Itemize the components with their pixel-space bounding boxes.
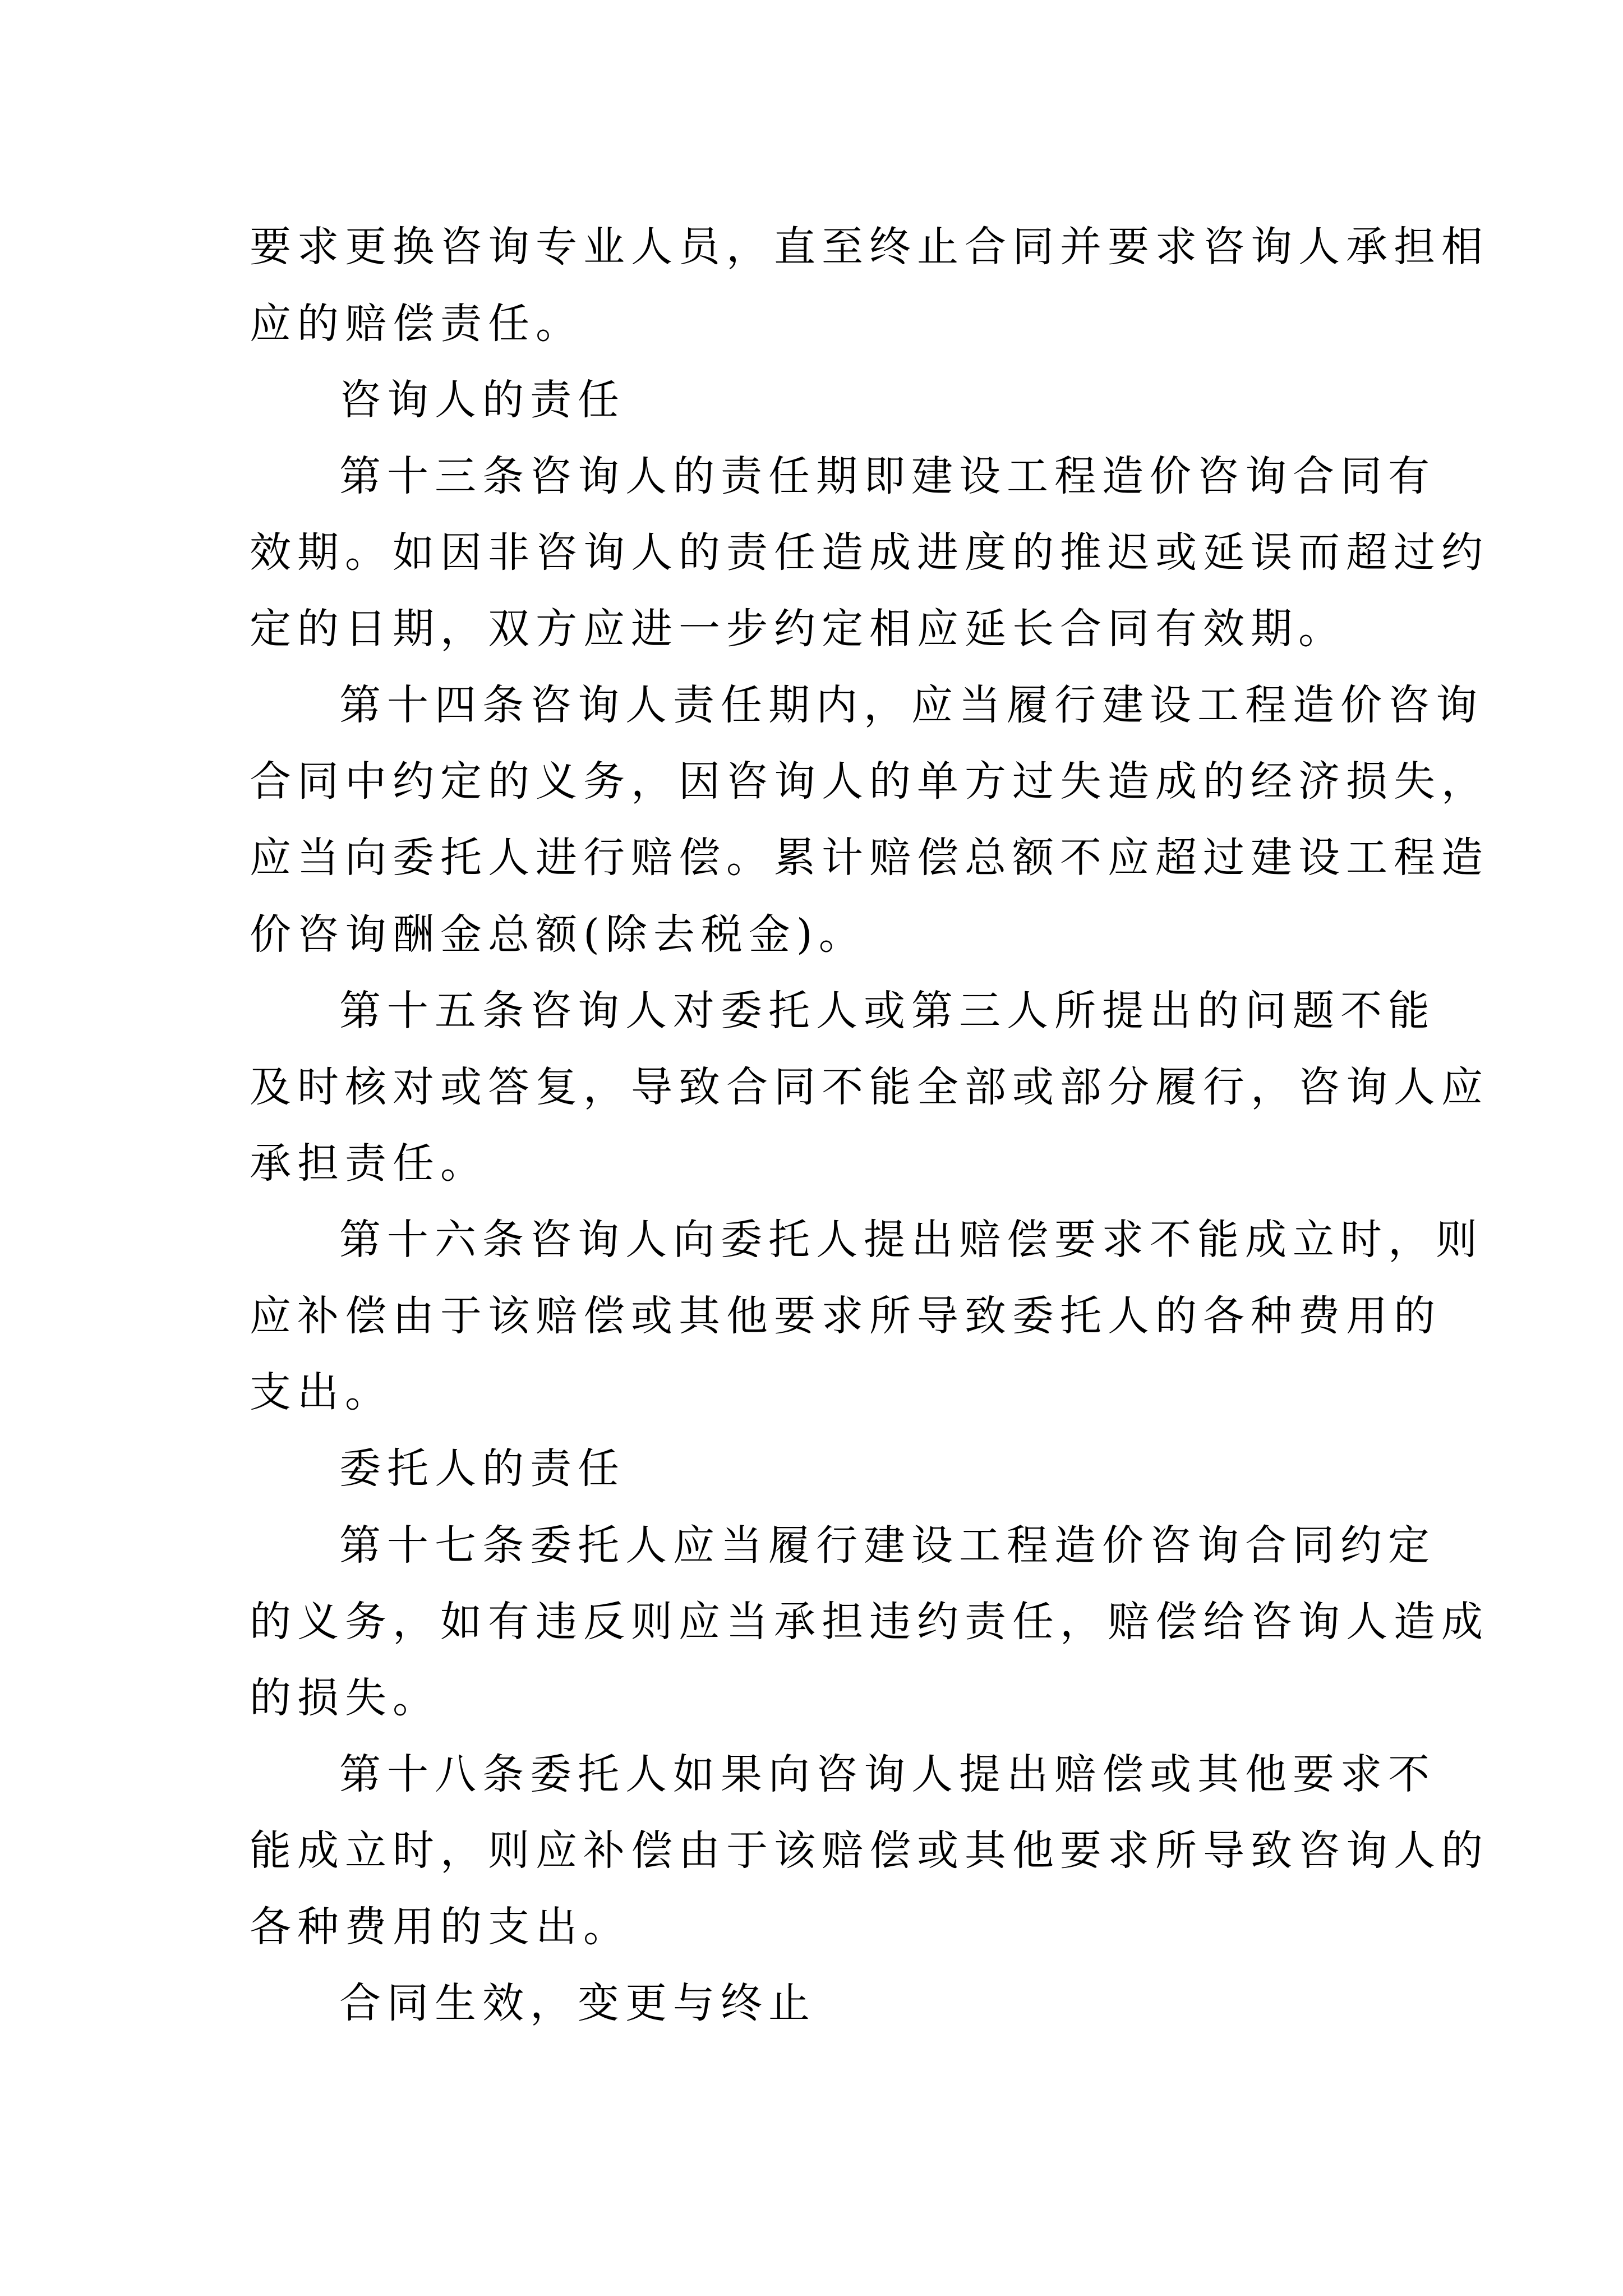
text-line: 第十三条咨询人的责任期即建设工程造价咨询合同有 — [339, 452, 1436, 500]
text-line: 第十七条委托人应当履行建设工程造价咨询合同约定 — [339, 1521, 1436, 1570]
text-line: 第十六条咨询人向委托人提出赔偿要求不能成立时，则 — [339, 1216, 1483, 1264]
text-line: 第十五条咨询人对委托人或第三人所提出的问题不能 — [339, 987, 1436, 1035]
text-line: 承担责任。 — [250, 1139, 488, 1188]
text-line: 能成立时，则应补偿由于该赔偿或其他要求所导致咨询人的 — [250, 1826, 1489, 1875]
text-line: 合同中约定的义务，因咨询人的单方过失造成的经济损失， — [250, 757, 1489, 806]
text-line: 第十四条咨询人责任期内，应当履行建设工程造价咨询 — [339, 681, 1483, 729]
text-line: 效期。如因非咨询人的责任造成进度的推迟或延误而超过约 — [250, 528, 1489, 577]
text-line: 各种费用的支出。 — [250, 1903, 631, 1951]
text-line: 要求更换咨询专业人员，直至终止合同并要求咨询人承担相 — [250, 223, 1489, 271]
section-heading: 合同生效，变更与终止 — [339, 1979, 816, 2027]
section-heading: 委托人的责任 — [339, 1444, 625, 1493]
text-line: 的损失。 — [250, 1674, 440, 1722]
section-heading: 咨询人的责任 — [339, 376, 625, 424]
text-line: 及时核对或答复，导致合同不能全部或部分履行，咨询人应 — [250, 1063, 1489, 1111]
text-line: 应的赔偿责任。 — [250, 300, 583, 348]
text-line: 价咨询酬金总额(除去税金)。 — [250, 910, 866, 959]
text-line: 定的日期，双方应进一步约定相应延长合同有效期。 — [250, 605, 1346, 653]
text-line: 的义务，如有违反则应当承担违约责任，赔偿给咨询人造成 — [250, 1598, 1489, 1646]
text-line: 应当向委托人进行赔偿。累计赔偿总额不应超过建设工程造 — [250, 834, 1489, 882]
text-line: 第十八条委托人如果向咨询人提出赔偿或其他要求不 — [339, 1750, 1436, 1798]
text-line: 应补偿由于该赔偿或其他要求所导致委托人的各种费用的 — [250, 1292, 1441, 1340]
text-line: 支出。 — [250, 1368, 393, 1416]
